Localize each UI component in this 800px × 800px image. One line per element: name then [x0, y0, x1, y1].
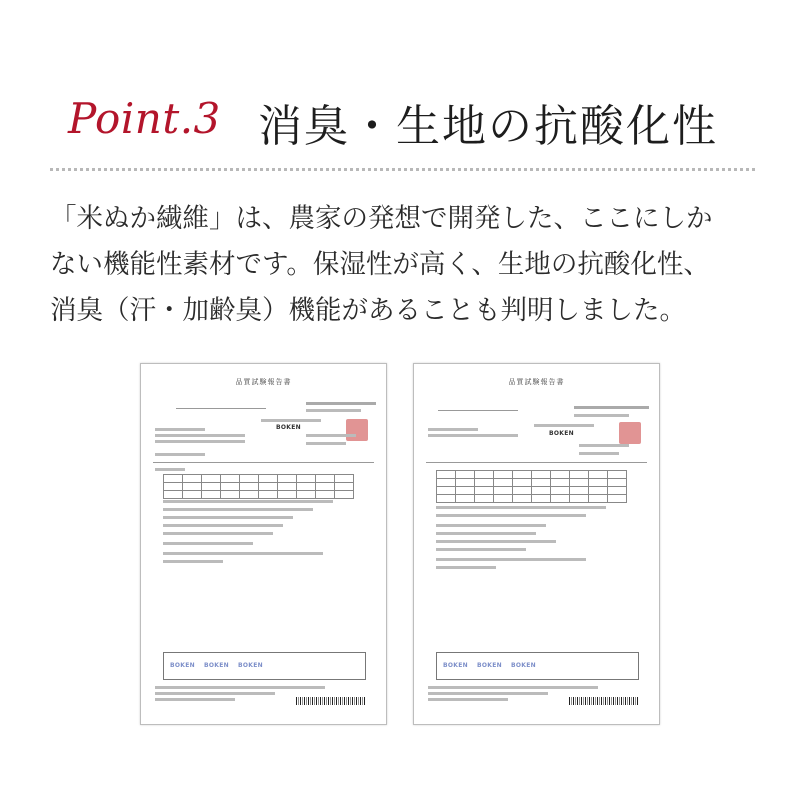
report-title: 品質試験報告書 [508, 378, 565, 386]
seal-stamp [619, 422, 641, 444]
test-report-document-right [413, 363, 660, 725]
seal-stamp [346, 419, 368, 441]
boken-logo: BOKEN [549, 430, 574, 437]
boken-watermark: BOKEN [238, 662, 263, 669]
boken-logo: BOKEN [276, 424, 301, 431]
point-label: Point.3 [68, 94, 221, 143]
section-title: 消臭・生地の抗酸化性 [258, 101, 718, 152]
boken-watermark: BOKEN [443, 662, 468, 669]
barcode [569, 697, 639, 705]
description-text [50, 196, 760, 334]
report-title: 品質試験報告書 [235, 378, 292, 386]
boken-watermark: BOKEN [204, 662, 229, 669]
logo-banner [163, 652, 366, 680]
dotted-divider [50, 168, 755, 171]
logo-banner [436, 652, 639, 680]
barcode [296, 697, 366, 705]
boken-watermark: BOKEN [511, 662, 536, 669]
results-table [163, 474, 354, 499]
description-line: 消臭（汗・加齢臭）機能があることも判明しました。 [50, 295, 686, 326]
test-report-document-left [140, 363, 387, 725]
section-heading [0, 88, 800, 158]
results-table [436, 470, 627, 503]
description-line: ない機能性素材です。保湿性が高く、生地の抗酸化性、 [50, 249, 710, 280]
boken-watermark: BOKEN [170, 662, 195, 669]
boken-watermark: BOKEN [477, 662, 502, 669]
description-line: 「米ぬか繊維」は、農家の発想で開発した、ここにしか [50, 203, 713, 234]
